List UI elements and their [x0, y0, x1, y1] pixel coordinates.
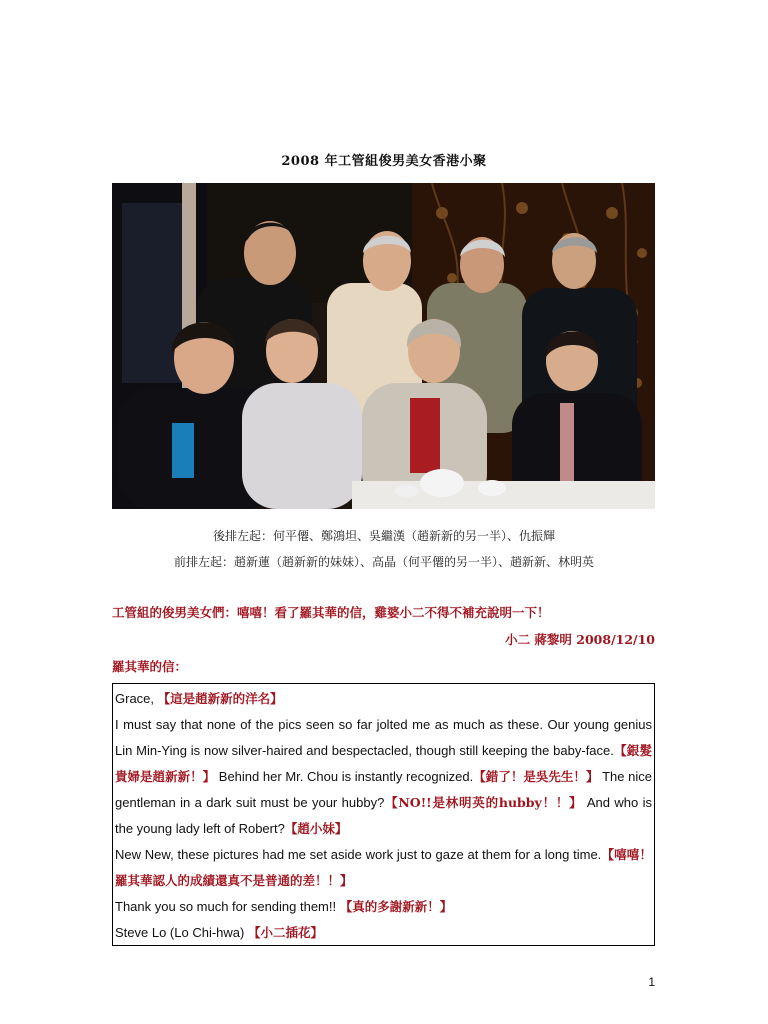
letter-salutation — [115, 686, 652, 712]
page-number: 1 — [648, 975, 655, 989]
document-title: 2008 年工管組俊男美女香港小聚 — [281, 154, 487, 169]
annotation: 【小二插花】 — [247, 925, 323, 940]
headline: 工管組的俊男美女們：嘻嘻！看了羅其華的信，雞婆小二不得不補充說明一下！ — [112, 605, 550, 620]
letter-text: Steve Lo (Lo Chi-hwa) — [115, 925, 248, 940]
letter-label: 羅其華的信： — [112, 659, 188, 674]
annotation: 【錯了！是吳先生！】 — [473, 769, 599, 784]
caption-front-row: 前排左起：趙新蓮（趙新新的妹妹）、高晶（何平僊的另一半）、趙新新、林明英 — [173, 555, 594, 569]
letter-paragraph — [115, 894, 652, 920]
letter-box — [112, 683, 655, 946]
author-line: 小二 蔣黎明 2008/12/10 — [505, 632, 655, 647]
letter-text: I must say that none of the pics seen so far jolted me as much as these. Our young genius Lin Min-Ying is now silver-haired and bespectacled, though still keeping the baby-face. — [115, 717, 652, 758]
annotation: 【真的多謝新新！】 — [339, 899, 453, 914]
letter-text: New New, these pictures had me set aside work just to gaze at them for a long time. — [115, 847, 602, 862]
annotation: 【銀髮貴婦是趙新新！】 — [115, 743, 652, 784]
letter-text: And who is the young lady left of Robert? — [115, 795, 652, 836]
annotation: 【NO!!是林明英的hubby！！】 — [384, 795, 583, 810]
caption-back-row: 後排左起：何平僊、鄭鴻坦、吳繼漢（趙新新的另一半）、仇振輝 — [212, 529, 555, 543]
letter-text: Grace, — [115, 691, 158, 706]
annotation: 【趙小妹】 — [284, 821, 348, 836]
letter-paragraph — [115, 842, 652, 894]
letter-text: Thank you so much for sending them!! — [115, 899, 340, 914]
letter-text: Behind her Mr. Chou is instantly recognized. — [215, 769, 474, 784]
letter-signature — [115, 920, 652, 946]
letter-paragraph — [115, 712, 652, 842]
group-photo — [112, 183, 655, 509]
letter-text: The nice gentleman in a dark suit must be your hubby? — [115, 769, 652, 810]
annotation: 【嘻嘻！羅其華認人的成績還真不是普通的差！！】 — [115, 847, 652, 888]
annotation: 【這是趙新新的洋名】 — [157, 691, 283, 706]
